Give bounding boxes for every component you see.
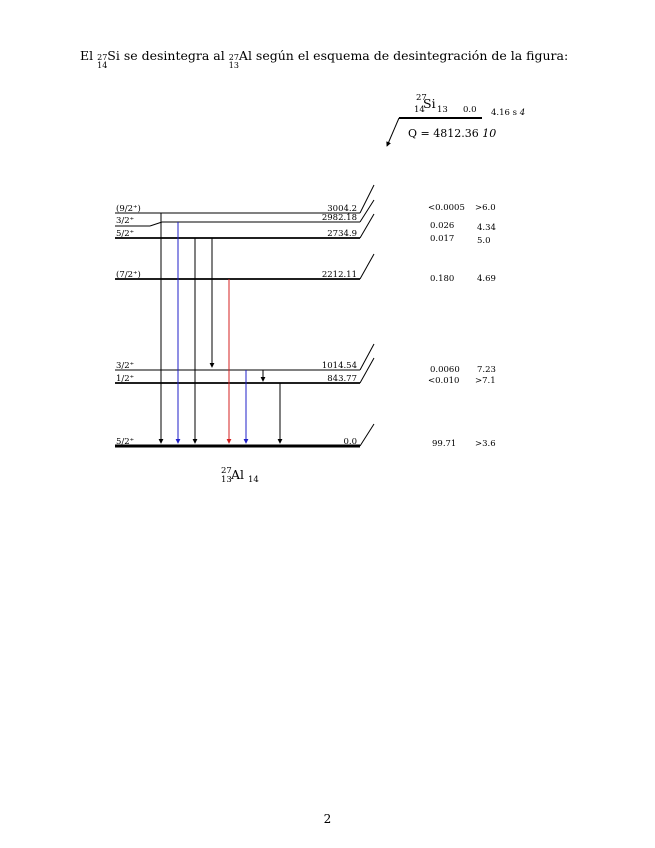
intro-text-b: se desintegra al bbox=[119, 48, 229, 63]
branch-2734: 0.017 bbox=[430, 234, 455, 244]
branching-table bbox=[428, 203, 496, 449]
spin-label-3004: (9/2⁺) bbox=[116, 204, 141, 214]
logft-2212: 4.69 bbox=[477, 274, 496, 284]
spin-label-1014: 3/2⁺ bbox=[116, 361, 135, 371]
energy-label-1014: 1014.54 bbox=[321, 361, 357, 371]
spin-label-2982: 3/2⁺ bbox=[116, 216, 135, 226]
branch-1014: 0.0060 bbox=[430, 365, 460, 375]
logft-843: >7.1 bbox=[475, 376, 496, 386]
energy-label-3004: 3004.2 bbox=[327, 204, 357, 214]
intro-parent-z: 14 bbox=[97, 61, 108, 70]
beta-feed-ground bbox=[360, 424, 374, 446]
page-number: 2 bbox=[323, 812, 332, 826]
beta-decay-arrow bbox=[387, 118, 399, 146]
intro-daughter-mass: 27 bbox=[228, 53, 239, 62]
energy-label-2982: 2982.18 bbox=[321, 213, 357, 223]
spin-labels bbox=[116, 203, 141, 447]
energy-label-2734: 2734.9 bbox=[327, 229, 357, 239]
beta-feed-2734 bbox=[360, 214, 374, 238]
intro-text-a: El bbox=[80, 48, 98, 63]
branch-ground: 99.71 bbox=[432, 439, 457, 449]
parent-energy: 0.0 bbox=[463, 105, 477, 115]
daughter-mass: 27 bbox=[221, 466, 232, 476]
parent-halflife-value: 4.16 s bbox=[491, 108, 517, 118]
energy-label-2212: 2212.11 bbox=[321, 270, 357, 280]
beta-feed-1014 bbox=[360, 344, 374, 370]
q-value-label: Q = 4812.36 bbox=[408, 127, 479, 140]
q-value-unc: 10 bbox=[482, 127, 497, 140]
gamma-transitions bbox=[161, 213, 280, 443]
daughter-nuclide-group bbox=[221, 466, 259, 485]
branch-3004: <0.0005 bbox=[428, 203, 465, 213]
beta-feed-2982 bbox=[360, 200, 374, 222]
spin-label-2734: 5/2⁺ bbox=[116, 229, 135, 239]
intro-parent-mass: 27 bbox=[97, 53, 108, 62]
intro-text-c: según el esquema de desintegración de la figura: bbox=[251, 48, 569, 63]
daughter-n: 14 bbox=[248, 475, 259, 485]
logft-2734: 5.0 bbox=[477, 236, 491, 246]
parent-halflife-unc: 4 bbox=[519, 108, 526, 118]
beta-feed-2212 bbox=[360, 254, 374, 279]
parent-z: 14 bbox=[414, 105, 425, 115]
spin-label-843: 1/2⁺ bbox=[116, 374, 135, 384]
logft-3004: >6.0 bbox=[475, 203, 496, 213]
level-lines bbox=[115, 213, 360, 446]
energy-label-ground: 0.0 bbox=[343, 437, 357, 447]
energy-labels bbox=[322, 204, 357, 447]
parent-nuclide-group bbox=[387, 93, 525, 146]
intro-daughter-z: 13 bbox=[228, 61, 239, 70]
level-line-2982-bend bbox=[150, 222, 162, 226]
daughter-symbol: Al bbox=[231, 467, 245, 482]
branch-2212: 0.180 bbox=[430, 274, 455, 284]
parent-n: 13 bbox=[437, 105, 448, 115]
logft-2982: 4.34 bbox=[477, 223, 496, 233]
beta-feed-3004 bbox=[360, 185, 374, 213]
parent-mass: 27 bbox=[416, 93, 427, 103]
branch-843: <0.010 bbox=[428, 376, 460, 386]
parent-halflife bbox=[491, 108, 525, 118]
energy-label-843: 843.77 bbox=[327, 374, 357, 384]
spin-label-2212: (7/2⁺) bbox=[116, 270, 141, 280]
intro-daughter-symbol: Al bbox=[238, 48, 252, 63]
branch-2982: 0.026 bbox=[430, 221, 455, 231]
logft-1014: 7.23 bbox=[477, 365, 496, 375]
q-value bbox=[408, 127, 496, 140]
intro-parent-symbol: Si bbox=[107, 48, 120, 63]
beta-feed-843 bbox=[360, 358, 374, 383]
parent-symbol: Si bbox=[423, 96, 436, 111]
logft-ground: >3.6 bbox=[475, 439, 496, 449]
beta-feed-lines bbox=[360, 185, 374, 446]
spin-label-ground: 5/2⁺ bbox=[116, 437, 135, 447]
daughter-z: 13 bbox=[221, 475, 232, 485]
